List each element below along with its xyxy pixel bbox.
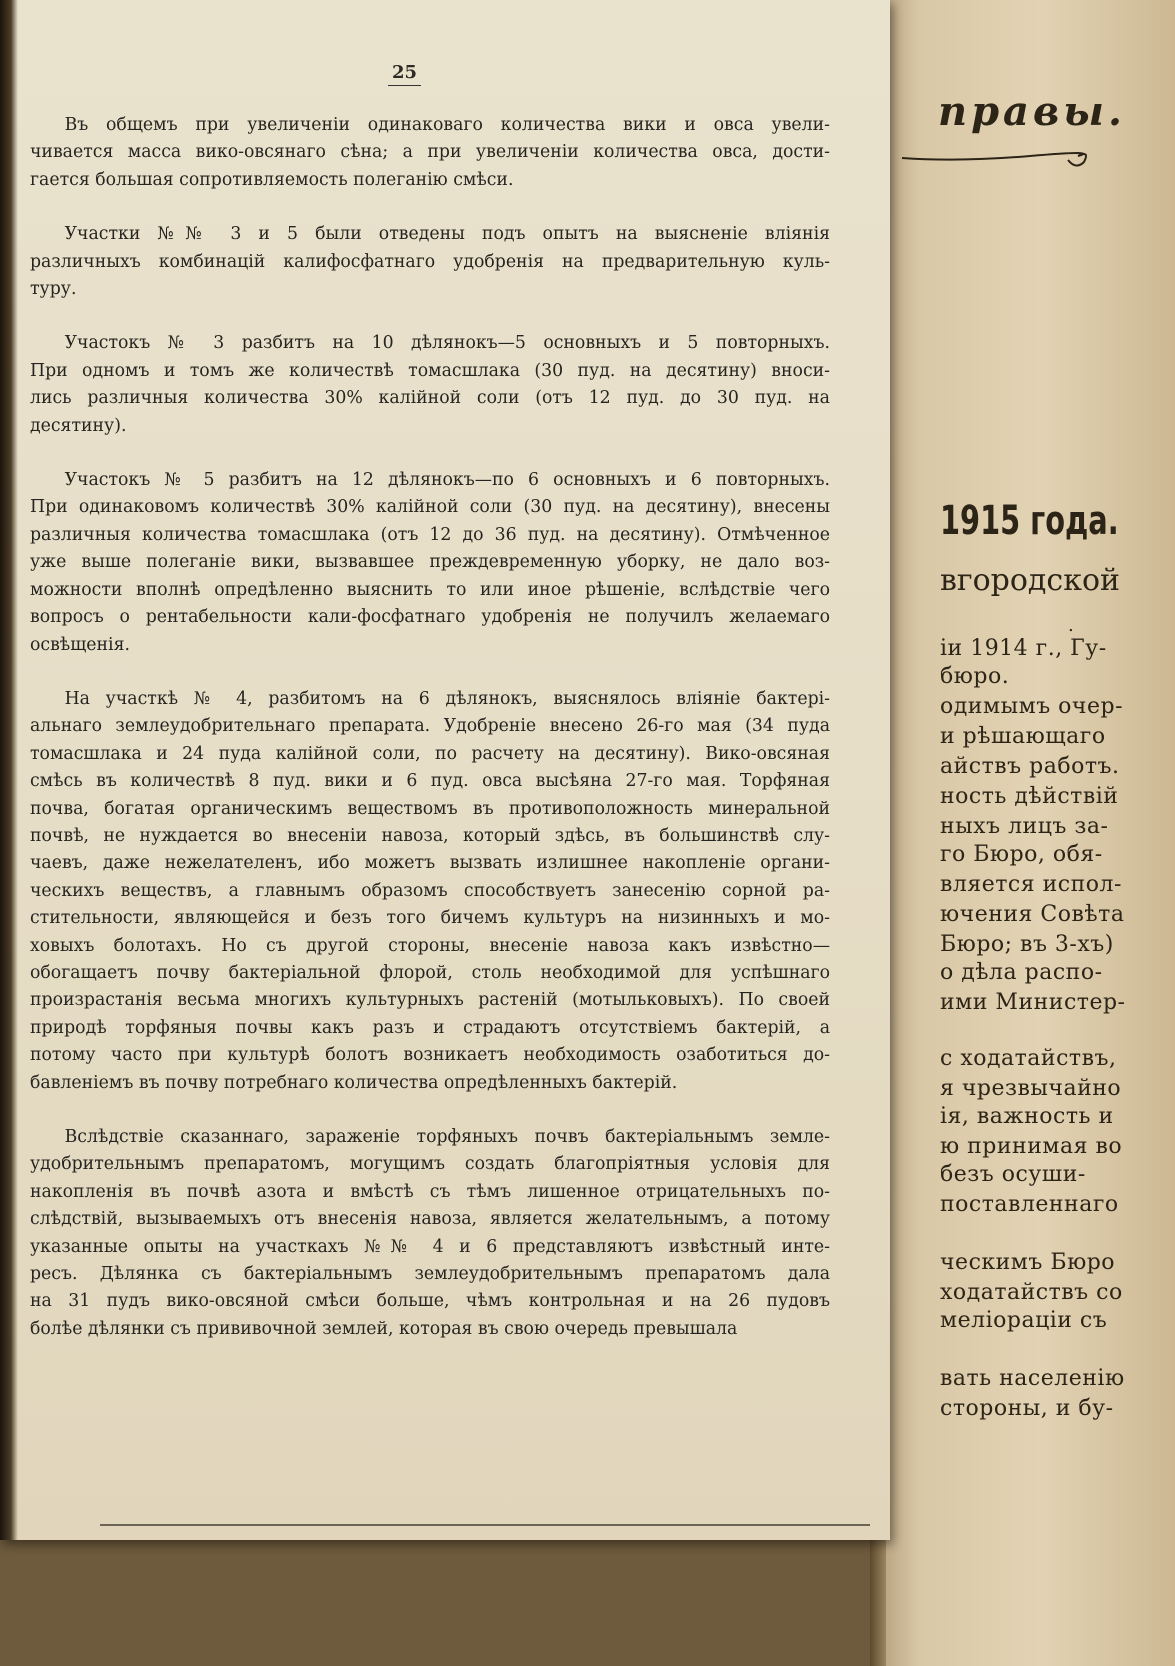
adjacent-page-line: ческимъ Бюро [940, 1250, 1116, 1275]
adjacent-page-line: ими Министер- [940, 990, 1126, 1015]
text-line: указанные опыты на участкахъ №№ 4 и 6 представляютъ извѣстный инте- [30, 1236, 830, 1257]
text-line: гается большая сопротивляемость полеганiю смѣси. [30, 169, 514, 190]
adjacent-page-line: о дѣла распо- [940, 960, 1103, 985]
text-line: освѣщенiя. [30, 634, 130, 655]
adjacent-page-line: с ходатайствъ, [940, 1046, 1117, 1071]
text-line: вопросъ о рентабельности кали-фосфатнаго удобренiя не получилъ желаемаго [30, 607, 830, 628]
text-line: На участкѣ № 4, разбитомъ на 6 дѣлянокъ, выяснялось влiянiе бактерi- [30, 688, 830, 709]
text-line: смѣсь въ количествѣ 8 пуд. вики и 6 пуд. овса высѣяна 27-го мая. Торфяная [30, 771, 830, 792]
adjacent-page-line: я чрезвычайно [940, 1076, 1122, 1101]
text-line: чивается масса вико-овсянаго сѣна; а при увеличенiи количества овса, дости- [30, 142, 830, 163]
adjacent-page-header: правы. [938, 88, 1126, 135]
text-line: Участки №№ 3 и 5 были отведены подъ опытъ на выясненiе влiянiя [30, 224, 830, 245]
page-number: 25 [388, 62, 421, 86]
text-line: чаевъ, даже нежелателенъ, ибо можетъ вызвать излишнее накопленiе органи- [30, 853, 830, 874]
adjacent-page-subheading: вгородской [940, 563, 1121, 598]
text-line: слѣдствiй, вызываемыхъ отъ внесенiя навоза, является желательнымъ, а потому [30, 1209, 830, 1230]
text-line: ховыхъ болотахъ. Но съ другой стороны, внесенiе навоза какъ извѣстно— [30, 935, 830, 956]
page-binding-edge [0, 0, 18, 1540]
text-line: обогащаетъ почву бактерiальной флорой, столь необходимой для успѣшнаго [30, 962, 830, 983]
text-line: туру. [30, 279, 77, 300]
paragraph [30, 112, 830, 194]
adjacent-page-line: ходатайствъ со [940, 1280, 1123, 1305]
text-line: Въ общемъ при увеличенiи одинаковаго количества вики и овса увели- [30, 115, 830, 135]
adjacent-page-line: и рѣшающаго [940, 724, 1106, 749]
text-line: произрастанiя весьма многихъ культурныхъ растенiй (мотыльковыхъ). По своей [30, 990, 830, 1011]
adjacent-page-line: безъ осуши- [940, 1162, 1086, 1187]
paragraph [30, 221, 830, 303]
text-line: Вслѣдствiе сказаннаго, зараженiе торфяныхъ почвъ бактерiальнымъ земле- [30, 1127, 830, 1147]
body-text [30, 112, 830, 1370]
text-line: Участокъ № 5 разбитъ на 12 дѣлянокъ—по 6 основныхъ и 6 повторныхъ. [30, 470, 830, 491]
adjacent-page-line: iи 1914 г., Гу- [940, 636, 1107, 661]
adjacent-page-line: вляется испол- [940, 872, 1122, 897]
text-line: Участокъ № 3 разбитъ на 10 дѣлянокъ—5 основныхъ и 5 повторныхъ. [30, 333, 830, 354]
adjacent-page-line: мелiорацiи съ [940, 1308, 1108, 1333]
adjacent-page-line: Бюро; въ 3-хъ) [940, 932, 1114, 957]
text-line: болѣе дѣлянки съ прививочной землей, которая въ свою очередь превышала [30, 1318, 738, 1339]
text-line: томасшлака и 24 пуда калiйной соли, по расчету на десятину). Вико-овсяная [30, 743, 830, 764]
text-line: различныя количества томасшлака (отъ 12 до 36 пуд. на десятину). Отмѣченное [30, 524, 830, 545]
ornament-swash-icon [900, 142, 1100, 172]
adjacent-page-line: поставленнаго [940, 1192, 1119, 1217]
text-line: уже выше полеганiе вики, вызвавшее преждевременную уборку, не дало воз- [30, 552, 830, 573]
adjacent-page-year-heading: 1915 года. [940, 498, 1119, 544]
text-line: стительности, являющейся и безъ того бичемъ культуръ на низинныхъ и мо- [30, 908, 830, 929]
paragraph [30, 686, 830, 1097]
text-line: ресъ. Дѣлянка съ бактерiальнымъ землеудобрительнымъ препаратомъ дала [30, 1264, 830, 1285]
text-line: почвѣ, не нуждается во внесенiи навоза, который здѣсь, въ большинствѣ слу- [30, 825, 830, 846]
adjacent-page-line: вать населенiю [940, 1366, 1125, 1391]
paragraph [30, 467, 830, 659]
adjacent-page-line: одимымъ очер- [940, 694, 1124, 719]
text-line: различныхъ комбинацiй калифосфатнаго удобренiя на предварительную куль- [30, 251, 830, 272]
adjacent-page-content [880, 0, 1175, 1666]
paragraph [30, 330, 830, 440]
text-line: При одномъ и томъ же количествѣ томасшлака (30 пуд. на десятину) вноси- [30, 360, 830, 381]
text-line: альнаго землеудобрительнаго препарата. Удобренiе внесено 26-го мая (34 пуда [30, 716, 830, 737]
paragraph [30, 1124, 830, 1343]
adjacent-page-line: бюро. [940, 664, 1010, 689]
adjacent-page-dot: . [1068, 615, 1074, 636]
text-line: При одинаковомъ количествѣ 30% калiйной соли (30 пуд. на десятину), внесены [30, 497, 830, 518]
text-line: можности вполнѣ опредѣленно выяснить то или иное рѣшенiе, вслѣдствiе чего [30, 579, 830, 600]
adjacent-page-line: го Бюро, обя- [940, 842, 1103, 867]
text-line: на 31 пудъ вико-овсяной смѣси больше, чѣмъ контрольная и на 26 пудовъ [30, 1291, 830, 1312]
text-line: почва, богатая органическимъ веществомъ въ противоположность минеральной [30, 798, 830, 819]
text-line: удобрительнымъ препаратомъ, могущимъ создать благопрiятныя условiя для [30, 1154, 830, 1175]
adjacent-page-line: айствъ работъ. [940, 754, 1120, 779]
adjacent-page-line: ность дѣйствiй [940, 784, 1119, 809]
text-line: природѣ торфяныя почвы какъ разъ и страдаютъ отсутствiемъ бактерiй, а [30, 1017, 830, 1038]
text-line: ческихъ веществъ, а главнымъ образомъ способствуетъ занесенiю сорной ра- [30, 880, 830, 901]
adjacent-page-line: стороны, и бу- [940, 1396, 1114, 1421]
bottom-rule [100, 1524, 870, 1526]
adjacent-page-line: ныхъ лицъ за- [940, 814, 1109, 839]
adjacent-page-line: ючения Совѣта [940, 902, 1125, 927]
text-line: лись различныя количества 30% калiйной соли (отъ 12 пуд. до 30 пуд. на [30, 388, 830, 409]
adjacent-page-line: iя, важность и [940, 1104, 1114, 1129]
adjacent-page [880, 0, 1175, 1666]
text-line: потому часто при культурѣ болотъ возникаетъ необходимость озаботиться до- [30, 1045, 830, 1066]
adjacent-page-line: ю принимая во [940, 1134, 1123, 1159]
text-line: десятину). [30, 415, 127, 436]
text-line: бавленiемъ въ почву потребнаго количества опредѣленныхъ бактерiй. [30, 1072, 678, 1093]
text-line: накопленiя въ почвѣ азота и вмѣстѣ съ тѣмъ лишенное отрицательныхъ по- [30, 1181, 830, 1202]
